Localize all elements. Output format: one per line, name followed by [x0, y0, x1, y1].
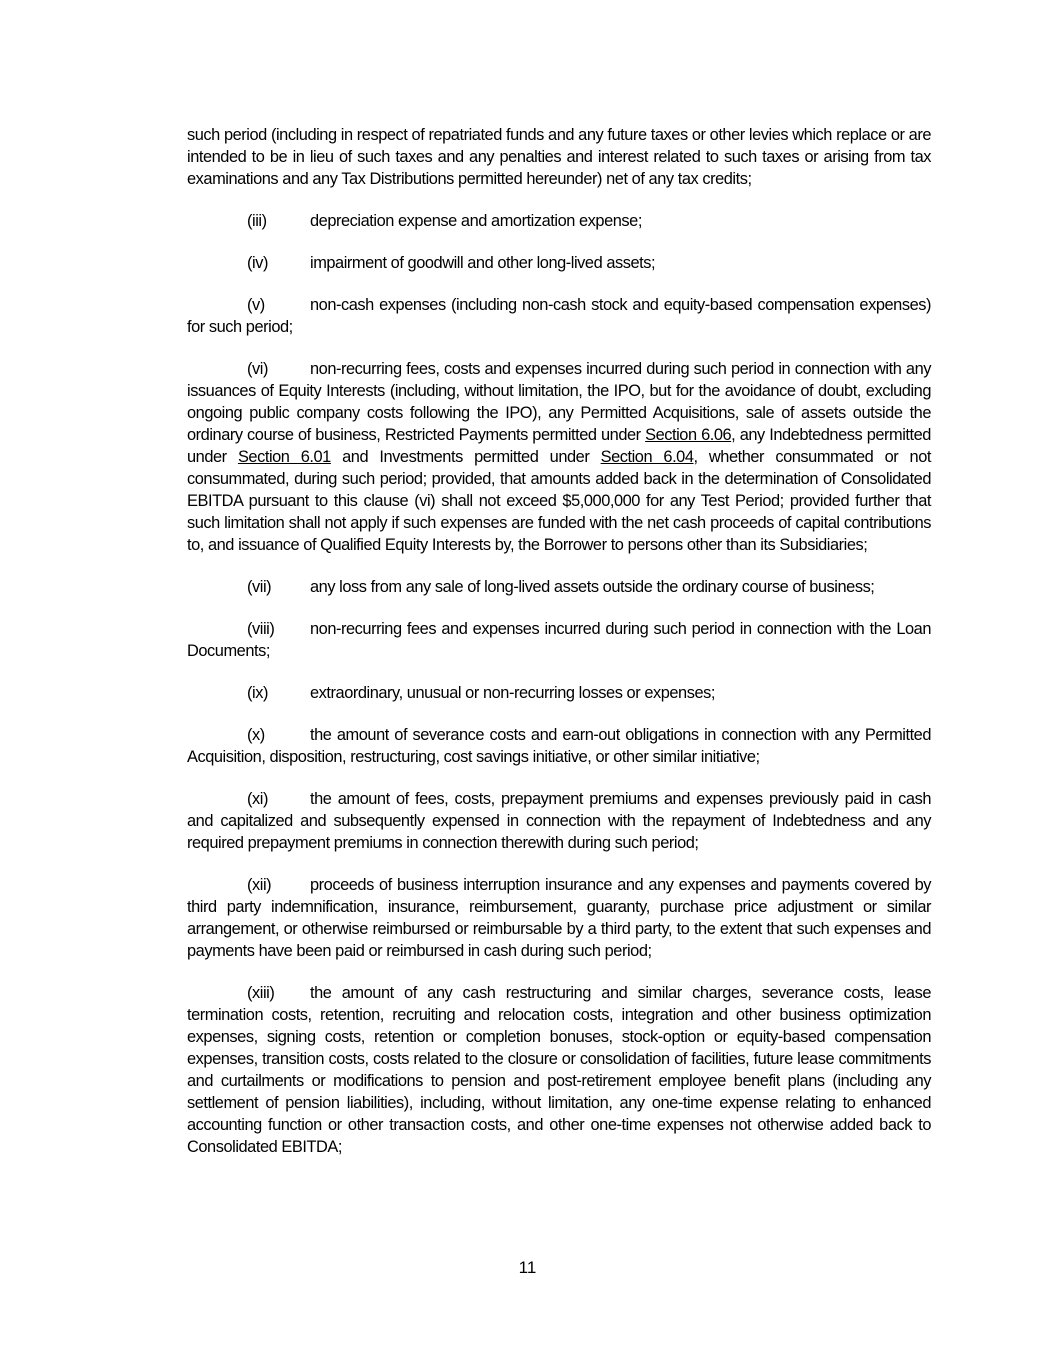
document-body	[187, 124, 931, 1178]
clause-iv	[187, 252, 931, 274]
clause-xiii	[187, 982, 931, 1158]
clause-number: (xii)	[247, 876, 272, 894]
clause-text: non-cash expenses (including non-cash stock and equity-based compensation expenses) for such period;	[187, 296, 931, 336]
clause-number: (x)	[247, 726, 265, 744]
clause-viii	[187, 618, 931, 662]
clause-number: (vi)	[247, 360, 268, 378]
clause-vi	[187, 358, 931, 556]
clause-number: (xiii)	[247, 984, 275, 1002]
clause-number: (ix)	[247, 684, 268, 702]
clause-xii	[187, 874, 931, 962]
clause-vii	[187, 576, 931, 598]
clause-number: (iii)	[247, 212, 267, 230]
clause-text: the amount of severance costs and earn-out obligations in connection with any Permitted Acquisition, disposition, restructuring, cost savings initiative, or other similar initiative;	[187, 726, 931, 766]
page-number: 11	[518, 1258, 537, 1277]
clause-xi	[187, 788, 931, 854]
section-reference: Section 6.01	[237, 448, 331, 466]
clause-number: (xi)	[247, 790, 268, 808]
clause-number: (iv)	[247, 254, 268, 272]
clause-text: extraordinary, unusual or non-recurring losses or expenses;	[310, 684, 715, 702]
clause-iii	[187, 210, 931, 232]
clause-text: , whether consummated or not consummated, during such period; provided, that amounts added back in the determination of Consolidated EBITDA pursuant to this clause (vi) shall not exceed $5,000,000 for any Test Period; provided further that such limitation shall not apply if such expenses are funded with the net cash proceeds of capital contributions to, and issuance of Qualified Equity Interests by, the Borrower to persons other than its Subsidiaries;	[187, 448, 931, 554]
clause-text: non-recurring fees and expenses incurred during such period in connection with the Loan Documents;	[187, 620, 931, 660]
section-reference: Section 6.06	[645, 426, 732, 444]
clause-text: and Investments permitted under	[330, 448, 601, 466]
clause-number: (vii)	[247, 578, 272, 596]
clause-text: the amount of any cash restructuring and similar charges, severance costs, lease termination costs, retention, recruiting and relocation costs, integration and other business optimization expenses, signing costs, retention or completion bonuses, stock-option or equity-based compensation expenses, transition costs, costs related to the closure or consolidation of facilities, future lease commitments and curtailments or modifications to pension and post-retirement employee benefit plans (including any settlement of pension liabilities), including, without limitation, any one-time expense relating to enhanced accounting function or other transaction costs, and other one-time expenses not otherwise added back to Consolidated EBITDA;	[187, 984, 931, 1156]
clause-v	[187, 294, 931, 338]
clause-x	[187, 724, 931, 768]
clause-number: (viii)	[247, 620, 275, 638]
clause-text: any loss from any sale of long-lived assets outside the ordinary course of business;	[310, 578, 875, 596]
clause-text: impairment of goodwill and other long-lived assets;	[310, 254, 656, 272]
intro-paragraph: such period (including in respect of repatriated funds and any future taxes or other levies which replace or are intended to be in lieu of such taxes and any penalties and interest related to such taxes or arising from tax examinations and any Tax Distributions permitted hereunder) net of any tax credits;	[187, 126, 931, 188]
clause-text: proceeds of business interruption insurance and any expenses and payments covered by third party indemnification, insurance, reimbursement, guaranty, purchase price adjustment or similar arrangement, or otherwise reimbursed or reimbursable by a third party, to the extent that such expenses and payments have been paid or reimbursed in cash during such period;	[187, 876, 931, 960]
clause-text: the amount of fees, costs, prepayment premiums and expenses previously paid in cash and capitalized and subsequently expensed in connection with the repayment of Indebtedness and any required prepayment premiums in connection therewith during such period;	[187, 790, 931, 852]
clause-ix	[187, 682, 931, 704]
clause-text: non-recurring fees, costs and expenses incurred during such period in connection with any issuances of Equity Interests (including, without limitation, the IPO, but for the avoidance of doubt, excluding ongoing public company costs following the IPO), any Permitted Acquisitions, sale of assets outside the ordinary course of business, Restricted Payments permitted under	[187, 360, 931, 444]
clause-text: depreciation expense and amortization expense;	[310, 212, 642, 230]
section-reference: Section 6.04	[600, 448, 694, 466]
clause-number: (v)	[247, 296, 265, 314]
clause-text: , any Indebtedness permitted under	[187, 426, 931, 466]
